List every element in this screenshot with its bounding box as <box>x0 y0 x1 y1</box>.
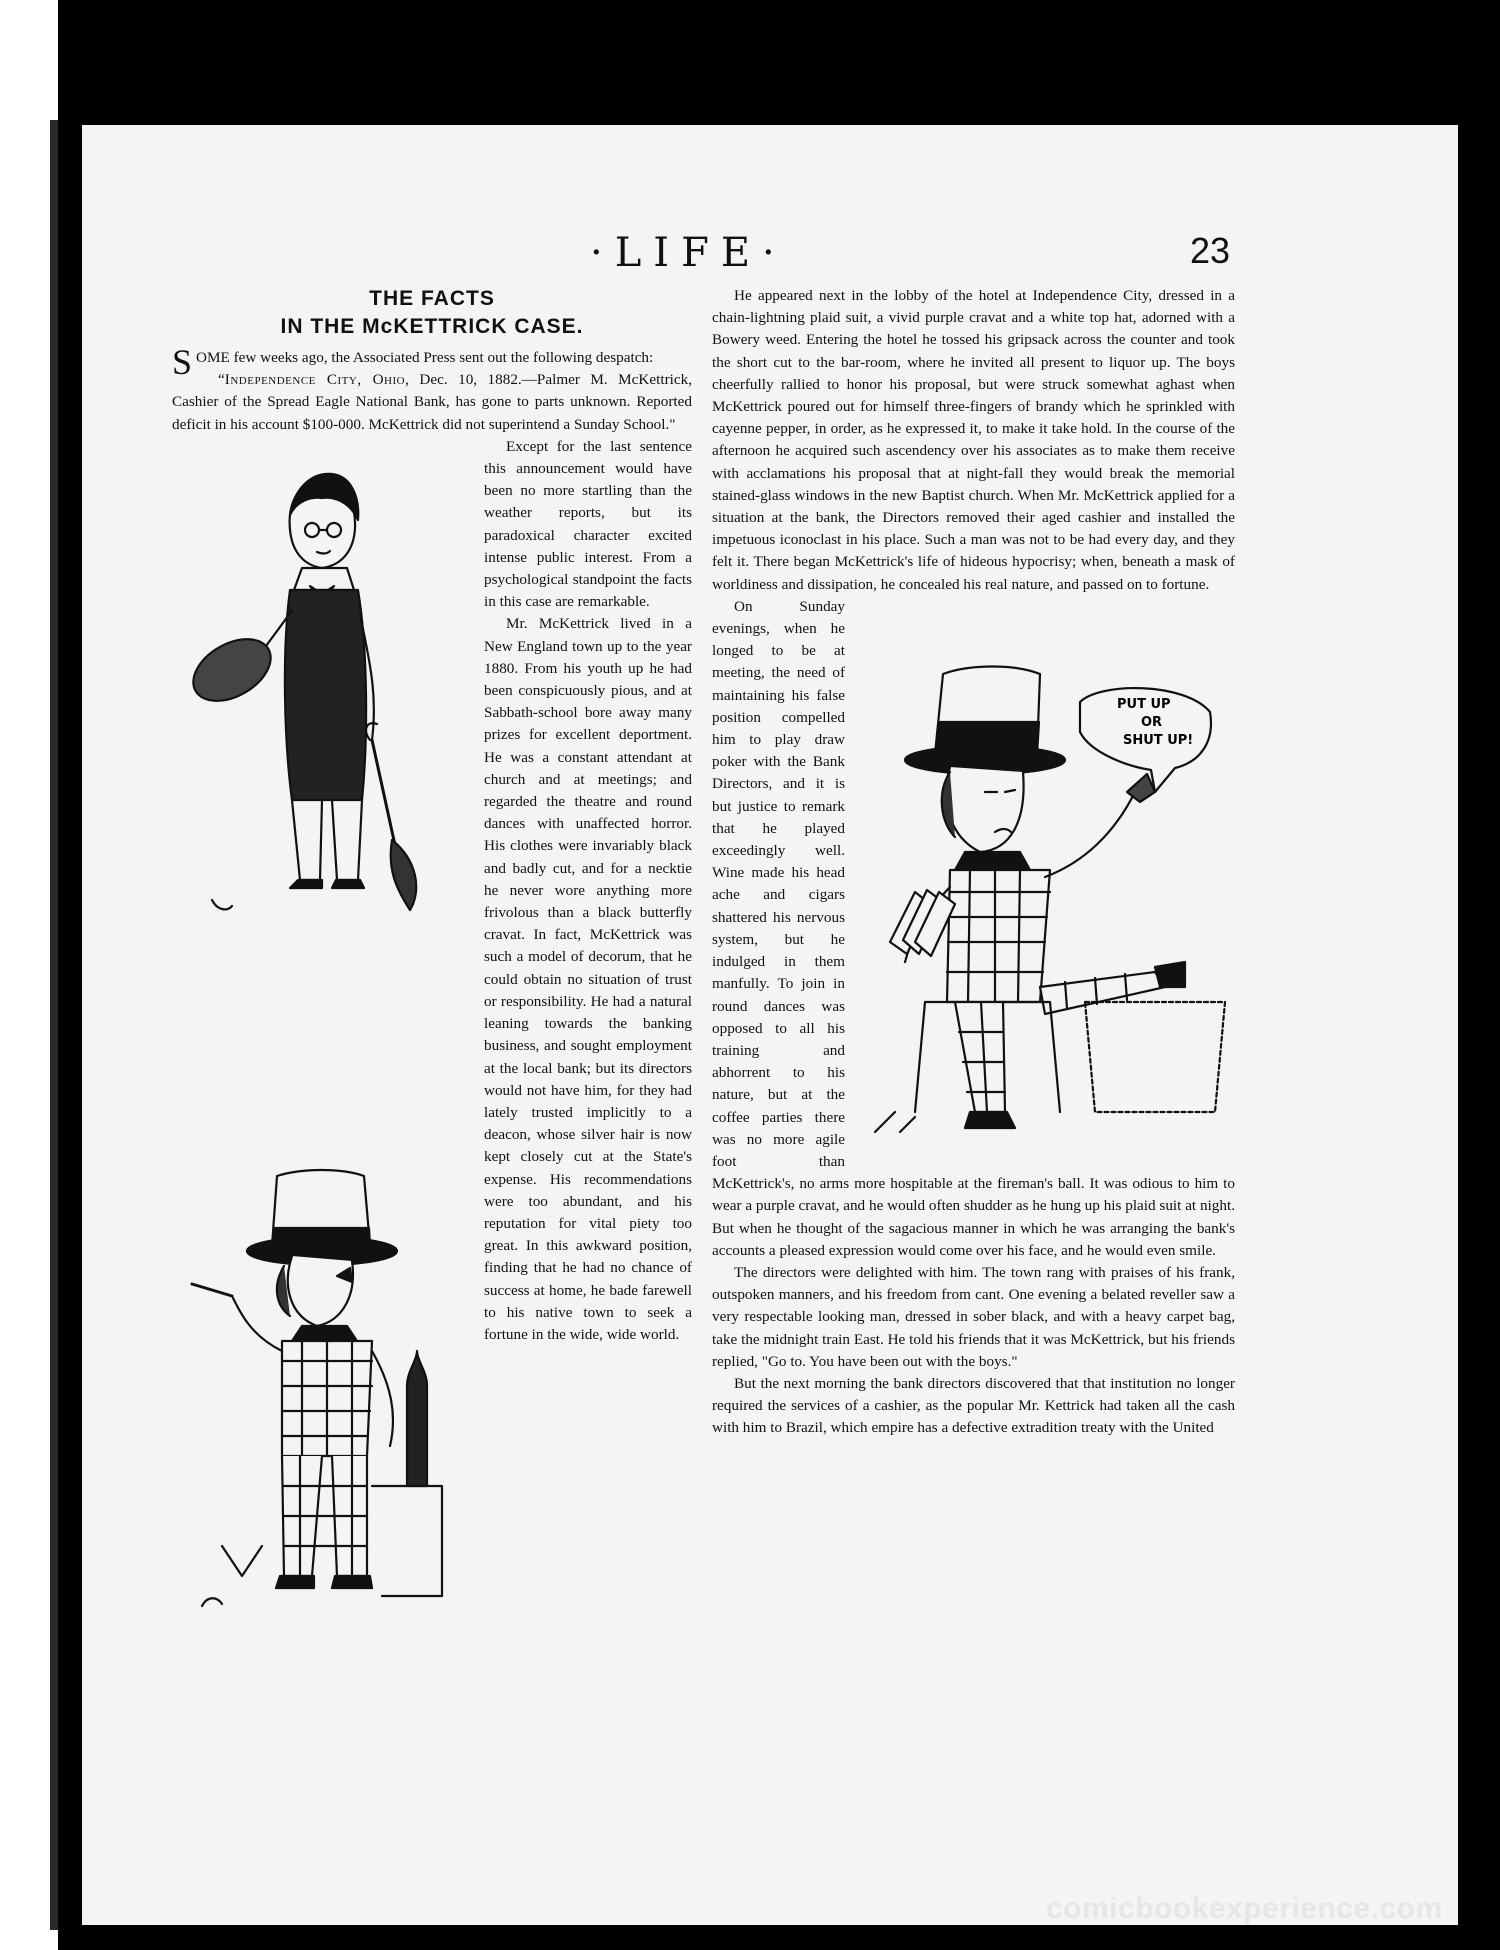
body-paragraph-2: Except for the last sentence this announcement would have been no more startling than the weather reports, but its paradoxical character excited intense public interest. From a psychological standpoint the facts in this case are remarkable. <box>484 437 692 611</box>
headline-line-1: THE FACTS <box>369 287 495 310</box>
page-number: 23 <box>1190 230 1231 271</box>
speech-line-2: OR <box>1141 714 1163 730</box>
body-paragraph-5: On Sunday evenings, when he longed to be at meeting, the need of maintaining his false position compelled him to play draw poker with the Bank Directors, and it is but justice to remark that he played exceedingly well. Wine made his head ache and cigars shattered his nervous system, but he indulged in them manfully. To join in round dances was opposed to all his training and abhorrent to his nature, but at the coffee parties there was no more agile foot than McKettrick's, no arms more hospitable at the fireman's ball. It was odious to him to wear a purple cravat, and he would often shudder as he hung up his plaid suit at night. But when he thought of the sagacious manner in which he was arranging the bank's accounts a pleased expression would come over his face, and he would even smile. <box>712 597 1235 1259</box>
left-column <box>172 285 692 1618</box>
speech-line-1: PUT UP <box>1117 696 1171 712</box>
speech-line-3: SHUT UP! <box>1123 732 1194 748</box>
headline-line-2: IN THE McKETTRICK CASE. <box>280 315 584 338</box>
body-paragraph-6: The directors were delighted with him. The town rang with praises of his frank, outspoken manners, and his freedom from cant. One evening a belated reveller saw a very respectable looking man, dressed in sober black, and with a heavy carpet bag, take the midnight train East. He told his friends that it was McKettrick, but his friends replied, "Go to. You have been out with the boys." <box>712 1263 1235 1370</box>
drop-cap: S <box>172 342 193 382</box>
dispatch-place: Independence City, Ohio <box>224 371 406 389</box>
poker-figure-drawing <box>855 642 1235 1162</box>
binding-shadow <box>50 120 58 1930</box>
illustration-pious-mckettrick <box>172 440 472 940</box>
dandy-figure-drawing <box>172 1156 472 1616</box>
magazine-page <box>82 125 1458 1925</box>
page-header <box>82 230 1458 290</box>
illustration-poker-mckettrick <box>855 642 1235 1162</box>
body-paragraph-4: He appeared next in the lobby of the hotel at Independence City, dressed in a chain-lightning plaid suit, a vivid purple cravat and a white top hat, adorned with a Bowery weed. Entering the hotel he tossed his gripsack across the counter and took the short cut to the bar-room, where he invited all present to liquor up. The boys cheerfully rallied to honor his proposal, but were struck somewhat aghast when McKettrick poured out for himself three-fingers of brandy which he sprinkled with cayenne pepper, in order, as he expressed it, to make it take hold. In the course of the afternoon he acquired such ascendency over his associates as to make them receive with acclamations his proposal that at night-fall they would break the memorial stained-glass windows in the new Baptist church. When Mr. McKettrick applied for a situation at the bank, the Directors removed their aged cashier and installed the impetuous iconoclast in his place. Such a man was not to be had every day, and they felt it. There began McKettrick's life of hideous hypocrisy; when, beneath a mask of worldiness and dissipation, he concealed his real nature, and passed on to fortune. <box>712 287 1235 593</box>
facing-page-edge <box>0 0 58 1950</box>
running-title: ·LIFE· <box>590 230 787 276</box>
body-paragraph-3: Mr. McKettrick lived in a New England town up to the year 1880. From his youth up he had been conspicuously pious, and at Sabbath-school bore away many prizes for excellent deportment. He was a constant attendant at church and at meetings; and regarded the theatre and round dances with unaffected horror. His clothes were invariably black and badly cut, and for a necktie he never wore anything more frivolous than a black butterfly cravat. In fact, McKettrick was such a model of decorum, that he could obtain no situation of trust or responsibility. He had a natural leaning towards the banking business, and sought employment at the local bank; but its directors would not have him, for they had lately trusted implicitly to a deacon, whose silver hair is now kept closely cut at the State's expense. His recommendations were too abundant, and his reputation for vital piety too great. In this awkward position, finding that he had no chance of success at home, he bade farewell to his native town to seek a fortune in the wide, wide world. <box>484 615 692 1343</box>
body-paragraph-7: But the next morning the bank directors discovered that that institution no longer required the services of a cashier, as the popular Mr. Kettrick had taken all the cash with him to Brazil, which empire has a defective extradition treaty with the United <box>712 1374 1235 1437</box>
dispatch-body: , Dec. 10, 1882.—Palmer M. McKettrick, Cashier of the Spread Eagle National Bank, has gone to parts unknown. Reported deficit in his account $100-000. McKettrick did not superintend a Sunday School." <box>172 371 692 433</box>
intro-text: OME few weeks ago, the Associated Press sent out the following despatch: <box>196 349 654 366</box>
pious-figure-drawing <box>172 440 472 940</box>
illustration-dandy-mckettrick <box>172 1156 472 1616</box>
dispatch-paragraph: “Independence City, Ohio, Dec. 10, 1882.—Palmer M. McKettrick, Cashier of the Spread Eagle National Bank, has gone to parts unknown. Reported deficit in his account $100-000. McKettrick did not superintend a Sunday School." <box>172 371 692 433</box>
right-column <box>712 285 1235 1440</box>
site-watermark: comicbookexperience.com <box>1046 1892 1443 1925</box>
